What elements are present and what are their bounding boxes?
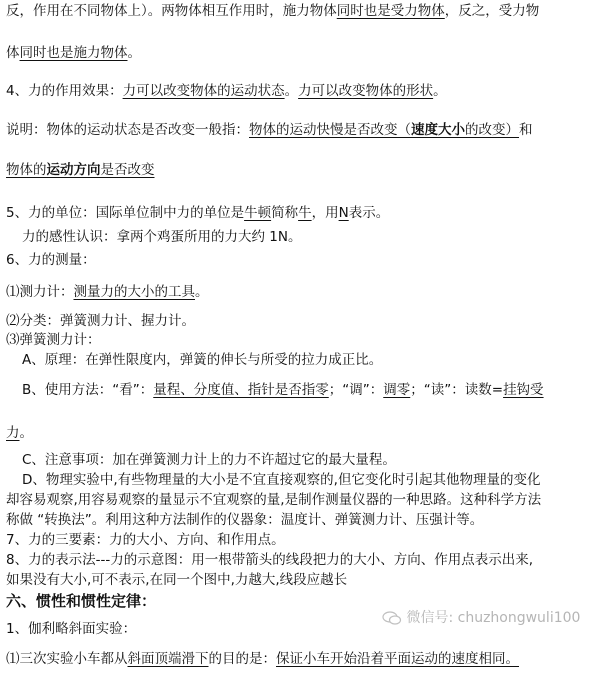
text-line <box>6 82 447 100</box>
text-run: 运动方向 <box>46 162 101 178</box>
text-run: ，用 <box>311 205 339 221</box>
text-run: 速度大小 <box>411 122 465 138</box>
text-run: 和 <box>519 122 533 138</box>
text-line <box>6 2 539 20</box>
text-line <box>6 283 209 301</box>
text-line <box>6 571 347 589</box>
text-run: 。 <box>195 284 209 300</box>
text-run: 。 <box>19 425 33 441</box>
text-run: 简称 <box>271 205 299 221</box>
text-run: C、注意事项：加在弹簧测力计上的力不许超过它的最大量程。 <box>22 452 396 468</box>
text-run: 体 <box>6 45 20 61</box>
text-run: ⑶弹簧测力计： <box>6 332 101 348</box>
watermark <box>382 607 580 627</box>
text-line <box>22 351 382 369</box>
text-run: 。 <box>284 83 299 99</box>
text-run: 量程、分度值、指针是否指零 <box>153 382 329 398</box>
text-run: 斜面顶端滑下 <box>127 651 209 667</box>
text-run: 称做 “转换法”。利用这种方法制作的仪器象：温度计、弹簧测力计、压强计等。 <box>6 512 484 528</box>
text-run: ；“调”： <box>328 382 384 398</box>
text-run: 保证小车开始沿着平面运动的速度相同。 <box>276 651 519 667</box>
text-run: 表示。 <box>348 205 390 221</box>
text-line <box>22 381 544 399</box>
text-run: 如果没有大小,可不表示,在同一个图中,力越大,线段应越长 <box>6 572 348 588</box>
text-line <box>6 650 519 668</box>
text-run: 调零 <box>383 382 411 398</box>
text-run: 1、伽利略斜面实验： <box>6 621 137 637</box>
text-run: 挂钩受 <box>503 382 544 398</box>
text-run: 的目的是： <box>208 651 276 667</box>
watermark-text: 微信号: chuzhongwuli100 <box>406 610 581 626</box>
text-line <box>6 251 96 269</box>
text-run: 同时也是施力物体 <box>19 45 128 61</box>
section-heading <box>6 592 156 610</box>
text-run: 4、力的作用效果： <box>6 83 123 99</box>
text-run: 。 <box>433 83 447 99</box>
text-run: 却容易观察,用容易观察的量显示不宜观察的量,是制作测量仪器的一种思路。这种科学方法 <box>6 492 542 508</box>
text-run: 5、力的单位：国际单位制中力的单位是 <box>6 205 245 221</box>
text-run: 物体的 <box>6 162 47 178</box>
text-run: 反，作用在不同物体上 <box>6 3 141 19</box>
text-run: ⑴测力计： <box>6 284 74 300</box>
text-run: 的改变） <box>465 122 519 138</box>
text-run: 力的感性认识：拿两个鸡蛋所用的力大约 1N。 <box>22 229 302 245</box>
text-run: ）。两物体相互作用时，施力物体 <box>141 3 337 19</box>
text-line <box>22 471 540 489</box>
text-run: D、物理实验中,有些物理量的大小是不宜直接观察的,但它变化时引起其他物理量的变化 <box>22 472 541 488</box>
text-run: ，反之，受力物 <box>444 3 540 19</box>
text-line <box>6 551 533 569</box>
text-run: 同时也是受力物体 <box>336 3 445 19</box>
text-line <box>6 44 141 62</box>
text-run: 8、力的表示法---力的示意图：用一根带箭头的线段把力的大小、方向、作用点表示出来, <box>6 552 533 568</box>
text-run: 6、力的测量： <box>6 252 96 268</box>
text-run: 是否改变 <box>100 162 155 178</box>
text-run: 牛 <box>298 205 312 221</box>
text-run: 测量力的大小的工具 <box>73 284 195 300</box>
text-line <box>6 161 155 179</box>
wechat-icon <box>382 611 402 625</box>
text-run: 。 <box>127 45 141 61</box>
text-run: A、原理：在弹性限度内，弹簧的伸长与所受的拉力成正比。 <box>22 352 383 368</box>
text-line <box>6 531 285 549</box>
text-run: 7、力的三要素：力的大小、方向、和作用点。 <box>6 532 285 548</box>
text-run: 六、惯性和惯性定律： <box>6 592 157 610</box>
text-run: B、使用方法：“看”： <box>22 382 154 398</box>
text-line <box>6 491 541 509</box>
text-run: 力可以改变物体的运动状态 <box>122 83 285 99</box>
text-line <box>6 511 483 529</box>
text-line <box>6 312 195 330</box>
text-run: ⑵分类：弹簧测力计、握力计。 <box>6 313 195 329</box>
text-line <box>6 620 136 638</box>
text-line <box>6 424 33 442</box>
text-run: N <box>338 205 349 221</box>
text-run: 说明：物体的运动状态是否改变一般指： <box>6 122 249 138</box>
text-run: 力可以改变物体的形状 <box>298 83 434 99</box>
text-run: 牛顿 <box>244 205 272 221</box>
text-line <box>22 451 396 469</box>
text-run: 物体的运动快慢是否改变（ <box>249 122 411 138</box>
text-line <box>6 331 101 349</box>
text-run: ⑴三次实验小车都从 <box>6 651 128 667</box>
text-line <box>22 228 301 246</box>
text-run: 力 <box>6 425 20 441</box>
text-run: ；“读”：读数= <box>410 382 504 398</box>
text-line <box>6 204 389 222</box>
text-line <box>6 121 533 139</box>
